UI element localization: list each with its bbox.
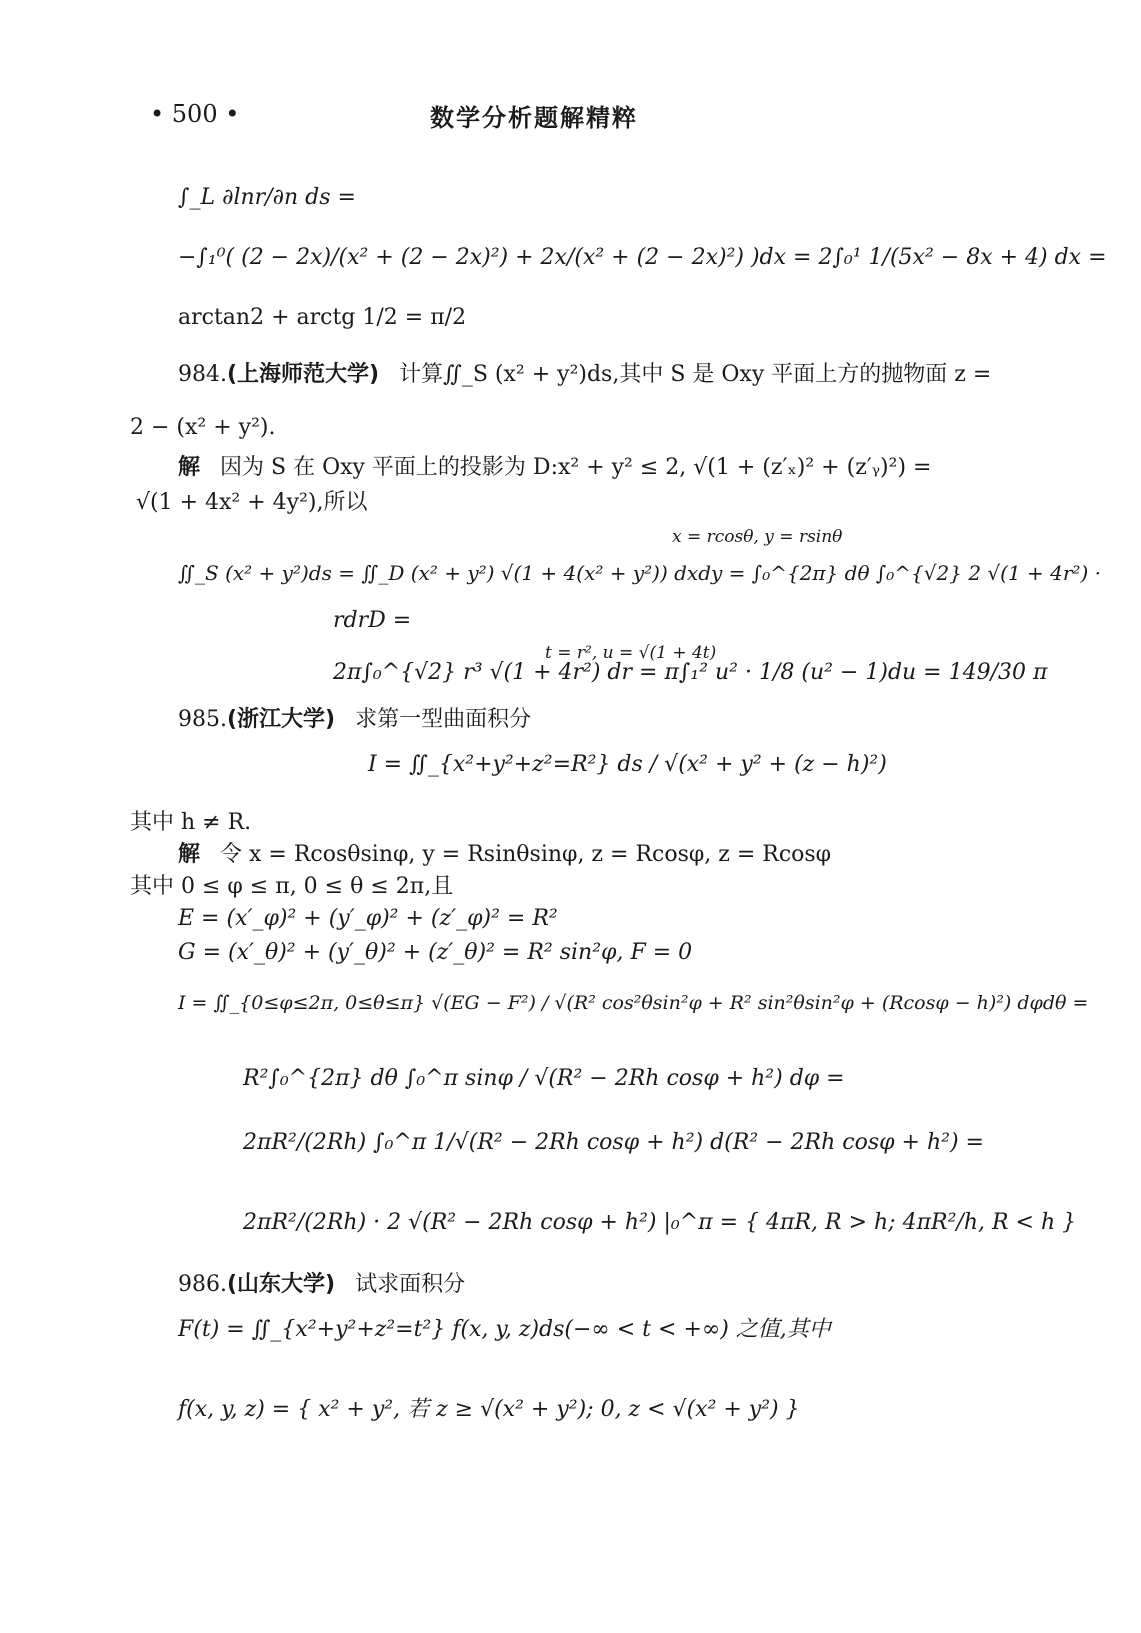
formula-line: rdrD = <box>333 608 412 633</box>
page-number: • 500 • <box>150 100 240 128</box>
problem-source: (浙江大学) <box>226 707 336 732</box>
formula-line: 2πR²/(2Rh) ∫₀^π 1/√(R² − 2Rh cosφ + h²) d(R² − 2Rh cosφ + h²) = <box>243 1130 984 1155</box>
problem-number: 986. <box>178 1272 227 1297</box>
problem-source: (山东大学) <box>226 1272 336 1297</box>
problem-986-line <box>178 1272 465 1298</box>
problem-984-line <box>178 362 991 388</box>
formula-line: ∫_L ∂lnr/∂n ds = <box>178 185 356 210</box>
problem-text: 计算∬_S (x² + y²)ds,其中 S 是 Oxy 平面上方的抛物面 z = <box>399 362 992 387</box>
formula-line: I = ∬_{0≤φ≤2π, 0≤θ≤π} √(EG − F²) / √(R² cos²θsin²φ + R² sin²θsin²φ + (Rcosφ − h)²) dφdθ = <box>178 992 1089 1014</box>
solution-label: 解 <box>178 842 201 867</box>
solution-985-line <box>178 842 831 868</box>
problem-source: (上海师范大学) <box>226 362 380 387</box>
problem-number: 984. <box>178 362 227 387</box>
substitution-note: t = r², u = √(1 + 4t) <box>545 643 717 663</box>
problem-text: 求第一型曲面积分 <box>355 707 532 732</box>
problem-985-line <box>178 707 531 733</box>
formula-line: ∬_S (x² + y²)ds = ∬_D (x² + y²) √(1 + 4(x² + y²)) dxdy = ∫₀^{2π} dθ ∫₀^{√2} 2 √(1 + 4r²) · <box>178 561 1101 585</box>
formula-line: 2π∫₀^{√2} r³ √(1 + 4r²) dr = π∫₁² u² · 1/8 (u² − 1)du = 149/30 π <box>333 660 1048 685</box>
formula-line: R²∫₀^{2π} dθ ∫₀^π sinφ / √(R² − 2Rh cosφ + h²) dφ = <box>243 1066 845 1091</box>
formula-line: f(x, y, z) = { x² + y², 若 z ≥ √(x² + y²); 0, z < √(x² + y²) } <box>178 1397 800 1422</box>
problem-text-cont: 2 − (x² + y²). <box>130 415 276 440</box>
formula-line: E = (x′_φ)² + (y′_φ)² + (z′_φ)² = R² <box>178 906 558 931</box>
solution-text: 因为 S 在 Oxy 平面上的投影为 D:x² + y² ≤ 2, √(1 + (z′ₓ)² + (z′ᵧ)²) = <box>220 455 932 480</box>
substitution-note: x = rcosθ, y = rsinθ <box>672 527 843 547</box>
solution-text-cont: 其中 0 ≤ φ ≤ π, 0 ≤ θ ≤ 2π,且 <box>130 874 454 899</box>
solution-text-cont: √(1 + 4x² + 4y²),所以 <box>136 490 368 515</box>
problem-condition: 其中 h ≠ R. <box>130 810 252 835</box>
solution-label: 解 <box>178 455 201 480</box>
problem-number: 985. <box>178 707 227 732</box>
formula-line: arctan2 + arctg 1/2 = π/2 <box>178 305 467 330</box>
solution-text: 令 x = Rcosθsinφ, y = Rsinθsinφ, z = Rcosφ, z = Rcosφ <box>220 842 832 867</box>
formula-line: I = ∬_{x²+y²+z²=R²} ds / √(x² + y² + (z − h)²) <box>368 752 887 777</box>
book-title: 数学分析题解精粹 <box>430 104 638 132</box>
formula-line: F(t) = ∬_{x²+y²+z²=t²} f(x, y, z)ds(−∞ < t < +∞) 之值,其中 <box>178 1317 831 1342</box>
formula-line: −∫₁⁰( (2 − 2x)/(x² + (2 − 2x)²) + 2x/(x² + (2 − 2x)²) )dx = 2∫₀¹ 1/(5x² − 8x + 4) dx = <box>178 245 1107 270</box>
formula-line: G = (x′_θ)² + (y′_θ)² + (z′_θ)² = R² sin²φ, F = 0 <box>178 940 693 965</box>
formula-line: 2πR²/(2Rh) · 2 √(R² − 2Rh cosφ + h²) |₀^π = { 4πR, R > h; 4πR²/h, R < h } <box>243 1210 1077 1235</box>
solution-984-line <box>178 455 931 481</box>
problem-text: 试求面积分 <box>355 1272 466 1297</box>
